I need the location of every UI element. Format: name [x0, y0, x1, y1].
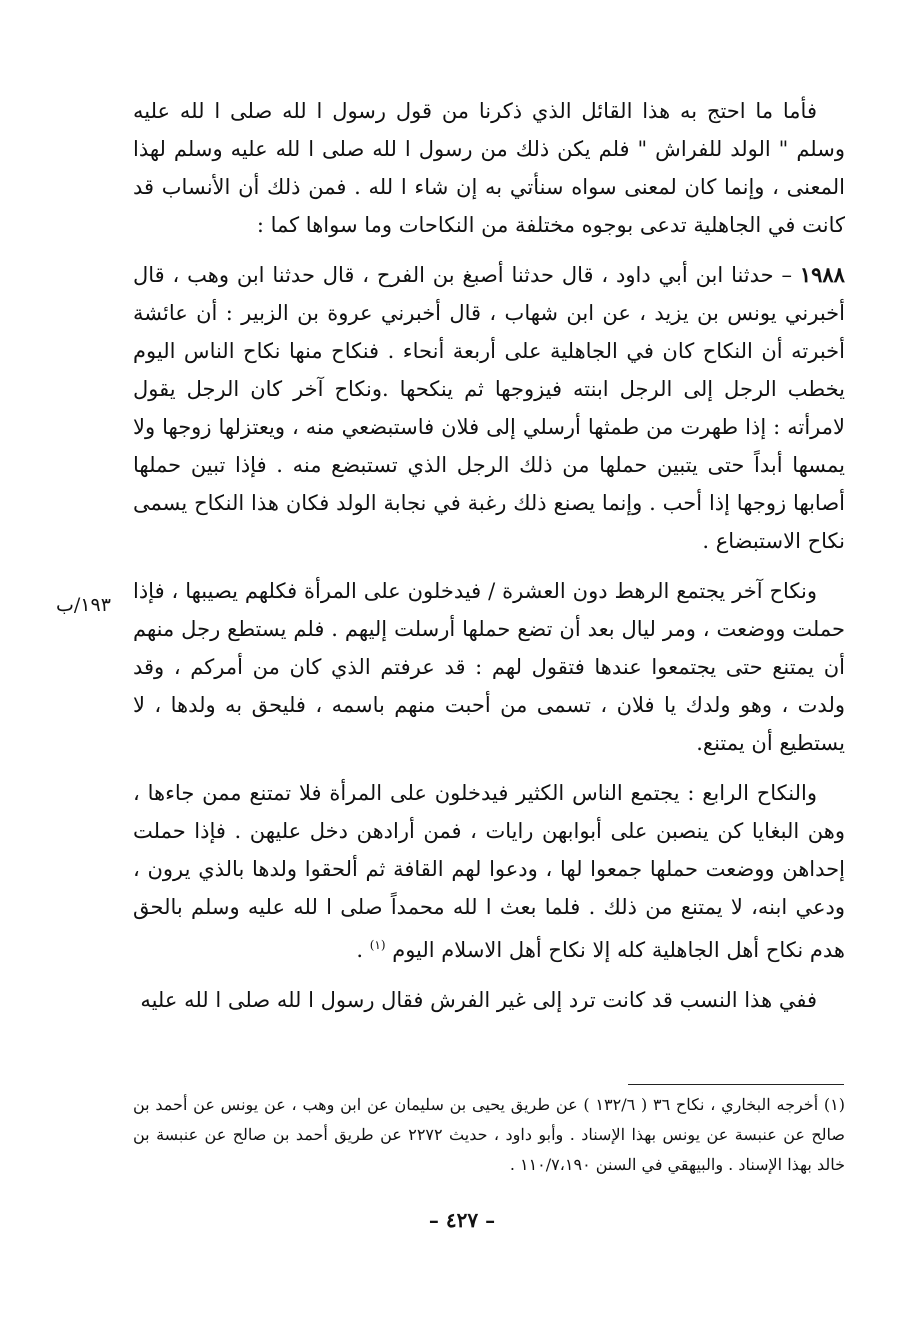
hadith-dash: –	[781, 263, 792, 287]
footnote-1: (١) أخرجه البخاري ، نكاح ٣٦ ( ١٣٢/٦ ) عن طريق يحيى بن سليمان عن ابن وهب ، عن يونس عن أحمد بن صالح عن عنبسة عن يونس بهذا الإسناد . وأبو داود ، حديث ٢٢٧٢ عن طريق أحمد بن صالح عن عنبسة بن خالد بهذا الإسناد . والبيهقي في السنن ١١٠/٧،١٩٠ .	[133, 1095, 846, 1174]
paragraph-hadith	[133, 256, 845, 560]
page-number: – ٤٢٧ –	[428, 1208, 496, 1232]
hadith-opening: حدثنا ابن أبي داود ، قال حدثنا أصبغ بن الفرح ، قال حدثنا ابن	[236, 263, 774, 287]
footnotes	[133, 1090, 845, 1180]
paragraph-second-marriage: ونكاح آخر يجتمع الرهط دون العشرة / فيدخلون على المرأة فكلهم يصيبها ، فإذا حملت ووضعت ، ومر ليال بعد أن تضع حملها أرسلت إليهم . فلم يستطع رجل منهم أن يمتنع حتى يجتمعوا عندها فتقول لهم : قد عرفتم الذي كان من أمركم ، وقد ولدت ، وهو ولدك يا فلان ، تسمى من أحبت منهم باسمه ، فليحق به ولدها ، لا يستطيع أن يمتنع.	[133, 579, 845, 755]
manuscript-folio-note: ١٩٣/ب	[56, 594, 111, 616]
paragraph-intro: فأما ما احتج به هذا القائل الذي ذكرنا من قول رسول ا لله صلى ا لله عليه وسلم " الولد للفراش " فلم يكن ذلك من رسول ا لله صلى ا لله عليه وسلم لهذا المعنى ، وإنما كان لمعنى سواه سنأتي به إن شاء ا لله . فمن ذلك أن الأنساب قد كانت في الجاهلية تدعى بوجوه مختلفة من النكاحات وما سواها كما :	[133, 99, 845, 237]
hadith-body: وهب ، قال أخبرني يونس بن يزيد ، عن ابن شهاب ، قال أخبرني عروة بن الزبير : أن عائشة أخبرته أن النكاح كان في الجاهلية على أربعة أنحاء . فنكاح منها نكاح الناس اليوم يخطب الرجل إلى الرجل ابنته فيزوجها ثم ينكحها .ونكاح آخر كان الرجل يقول لامرأته : إذا طهرت من طمثها أرسلي إلى فلان فاستبضعي منه ، ويعتزلها زوجها ولا يمسها أبداً حتى يتبين حملها من ذلك الرجل الذي تستبضع منه . فإذا تبين حملها أصابها زوجها إذا أحب . وإنما يصنع ذلك رغبة في نجابة الولد فكان هذا النكاح يسمى نكاح الاستبضاع .	[133, 263, 845, 553]
paragraph-fourth-end: .	[356, 938, 363, 962]
main-text	[133, 92, 845, 1031]
footnote-reference[interactable]: (١)	[369, 938, 386, 952]
paragraph-closing: ففي هذا النسب قد كانت ترد إلى غير الفرش فقال رسول ا لله صلى ا لله عليه	[140, 988, 817, 1012]
paragraph-fourth-marriage	[133, 774, 845, 969]
hadith-number: ١٩٨٨	[799, 262, 845, 287]
footnote-divider	[628, 1084, 844, 1085]
paragraph-fourth-text: والنكاح الرابع : يجتمع الناس الكثير فيدخلون على المرأة فلا تمتنع ممن جاءها ، وهن البغايا كن ينصبن على أبوابهن رايات ، فمن أرادهن دخل عليهن . فإذا حملت إحداهن ووضعت حملها جمعوا لها ، ودعوا لهم القافة ثم ألحقوا ولدها بالذي يرون ، ودعي ابنه، لا يمتنع من ذلك . فلما بعث ا لله محمداً صلى ا لله عليه وسلم بالحق هدم نكاح أهل الجاهلية كله إلا نكاح أهل الاسلام اليوم	[133, 781, 845, 962]
